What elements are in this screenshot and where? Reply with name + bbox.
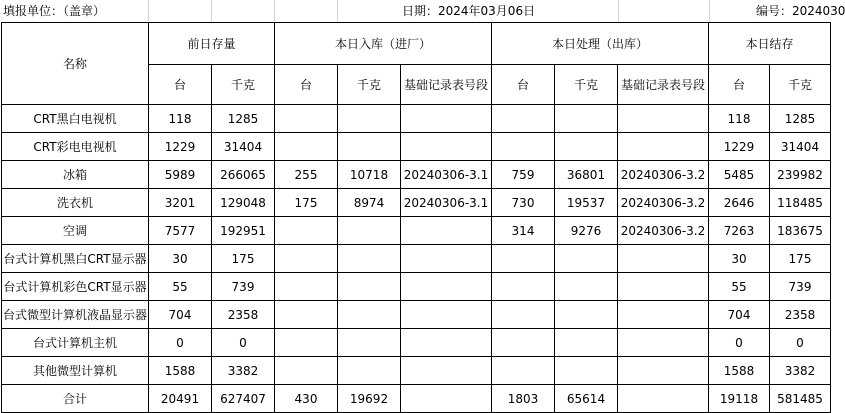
col-header-inbound: 本日入库（进厂）	[275, 23, 492, 65]
in-record-cell	[401, 329, 492, 357]
out-kg-cell: 9276	[555, 217, 618, 245]
total-row	[2, 385, 831, 413]
bal-kg-cell: 239982	[770, 161, 831, 189]
bal-kg-cell: 175	[770, 245, 831, 273]
report-header	[0, 0, 845, 23]
col-header-bal-kg: 千克	[770, 65, 831, 105]
out-record-cell	[618, 301, 709, 329]
table-row	[2, 245, 831, 273]
in-kg-cell	[338, 329, 401, 357]
out-units-cell: 730	[492, 189, 555, 217]
col-header-out-kg: 千克	[555, 65, 618, 105]
prev-kg-cell: 2358	[212, 301, 275, 329]
table-row	[2, 273, 831, 301]
prev-kg-cell: 0	[212, 329, 275, 357]
prev-units-cell: 118	[149, 105, 212, 133]
col-header-prev-stock: 前日存量	[149, 23, 275, 65]
in-units-cell: 430	[275, 385, 338, 413]
out-kg-cell	[555, 329, 618, 357]
prev-units-cell: 5989	[149, 161, 212, 189]
prev-kg-cell: 627407	[212, 385, 275, 413]
col-header-in-kg: 千克	[338, 65, 401, 105]
bal-units-cell: 55	[709, 273, 770, 301]
prev-kg-cell: 192951	[212, 217, 275, 245]
in-kg-cell	[338, 217, 401, 245]
bal-units-cell: 30	[709, 245, 770, 273]
item-name-cell: 其他微型计算机	[2, 357, 149, 385]
in-kg-cell	[338, 273, 401, 301]
item-name-cell: 洗衣机	[2, 189, 149, 217]
bal-units-cell: 19118	[709, 385, 770, 413]
header-row-groups	[2, 23, 831, 65]
col-header-prev-units: 台	[149, 65, 212, 105]
in-kg-cell: 8974	[338, 189, 401, 217]
out-kg-cell	[555, 357, 618, 385]
report-number-label: 编号：2024030	[756, 4, 845, 18]
bal-kg-cell: 739	[770, 273, 831, 301]
prev-units-cell: 20491	[149, 385, 212, 413]
item-name-cell: 合计	[2, 385, 149, 413]
in-units-cell: 255	[275, 161, 338, 189]
in-record-cell	[401, 385, 492, 413]
table-row	[2, 301, 831, 329]
out-units-cell	[492, 329, 555, 357]
bal-kg-cell: 0	[770, 329, 831, 357]
out-record-cell	[618, 105, 709, 133]
bal-kg-cell: 31404	[770, 133, 831, 161]
in-kg-cell	[338, 301, 401, 329]
table-row	[2, 189, 831, 217]
bal-units-cell: 704	[709, 301, 770, 329]
bal-kg-cell: 3382	[770, 357, 831, 385]
prev-kg-cell: 1285	[212, 105, 275, 133]
bal-units-cell: 5485	[709, 161, 770, 189]
out-units-cell	[492, 273, 555, 301]
prev-units-cell: 704	[149, 301, 212, 329]
reporting-unit-label: 填报单位：（盖章）	[3, 4, 106, 18]
out-record-cell: 20240306-3.2	[618, 161, 709, 189]
out-record-cell	[618, 357, 709, 385]
col-header-in-record: 基础记录表号段	[401, 65, 492, 105]
in-kg-cell	[338, 105, 401, 133]
in-kg-cell	[338, 357, 401, 385]
in-units-cell	[275, 329, 338, 357]
out-record-cell	[618, 329, 709, 357]
table-row	[2, 329, 831, 357]
bal-kg-cell: 1285	[770, 105, 831, 133]
in-record-cell	[401, 105, 492, 133]
prev-kg-cell: 3382	[212, 357, 275, 385]
prev-kg-cell: 175	[212, 245, 275, 273]
out-record-cell: 20240306-3.2	[618, 189, 709, 217]
in-units-cell	[275, 357, 338, 385]
prev-kg-cell: 739	[212, 273, 275, 301]
bal-units-cell: 1588	[709, 357, 770, 385]
out-kg-cell: 19537	[555, 189, 618, 217]
bal-units-cell: 7263	[709, 217, 770, 245]
prev-kg-cell: 266065	[212, 161, 275, 189]
in-kg-cell	[338, 133, 401, 161]
bal-kg-cell: 581485	[770, 385, 831, 413]
prev-units-cell: 30	[149, 245, 212, 273]
out-record-cell	[618, 273, 709, 301]
prev-units-cell: 3201	[149, 189, 212, 217]
item-name-cell: CRT彩电电视机	[2, 133, 149, 161]
item-name-cell: 台式计算机彩色CRT显示器	[2, 273, 149, 301]
out-kg-cell	[555, 133, 618, 161]
in-record-cell	[401, 217, 492, 245]
prev-units-cell: 0	[149, 329, 212, 357]
in-record-cell	[401, 357, 492, 385]
bal-kg-cell: 118485	[770, 189, 831, 217]
table-row	[2, 133, 831, 161]
in-kg-cell: 10718	[338, 161, 401, 189]
bal-units-cell: 2646	[709, 189, 770, 217]
in-record-cell	[401, 133, 492, 161]
in-units-cell	[275, 301, 338, 329]
table-row	[2, 105, 831, 133]
prev-units-cell: 55	[149, 273, 212, 301]
out-units-cell: 759	[492, 161, 555, 189]
in-kg-cell: 19692	[338, 385, 401, 413]
prev-kg-cell: 129048	[212, 189, 275, 217]
in-units-cell	[275, 273, 338, 301]
item-name-cell: 台式计算机主机	[2, 329, 149, 357]
out-units-cell	[492, 105, 555, 133]
prev-units-cell: 1229	[149, 133, 212, 161]
item-name-cell: 台式计算机黑白CRT显示器	[2, 245, 149, 273]
out-kg-cell	[555, 105, 618, 133]
col-header-in-units: 台	[275, 65, 338, 105]
item-name-cell: 空调	[2, 217, 149, 245]
cell-gridline	[148, 0, 149, 23]
out-units-cell: 314	[492, 217, 555, 245]
cell-gridline	[618, 0, 619, 23]
out-kg-cell	[555, 245, 618, 273]
col-header-balance: 本日结存	[709, 23, 831, 65]
item-name-cell: CRT黑白电视机	[2, 105, 149, 133]
in-record-cell: 20240306-3.1	[401, 189, 492, 217]
out-record-cell	[618, 385, 709, 413]
col-header-out-record: 基础记录表号段	[618, 65, 709, 105]
cell-gridline	[709, 0, 710, 23]
bal-kg-cell: 2358	[770, 301, 831, 329]
out-units-cell	[492, 357, 555, 385]
prev-units-cell: 7577	[149, 217, 212, 245]
out-record-cell	[618, 245, 709, 273]
table-row	[2, 217, 831, 245]
in-record-cell	[401, 273, 492, 301]
cell-gridline	[211, 0, 212, 23]
bal-units-cell: 118	[709, 105, 770, 133]
out-units-cell: 1803	[492, 385, 555, 413]
bal-units-cell: 0	[709, 329, 770, 357]
item-name-cell: 台式微型计算机液晶显示器	[2, 301, 149, 329]
in-units-cell	[275, 245, 338, 273]
in-record-cell	[401, 245, 492, 273]
cell-gridline	[274, 0, 275, 23]
in-kg-cell	[338, 245, 401, 273]
table-row	[2, 161, 831, 189]
out-kg-cell	[555, 273, 618, 301]
col-header-outbound: 本日处理（出库）	[492, 23, 709, 65]
bal-kg-cell: 183675	[770, 217, 831, 245]
col-header-bal-units: 台	[709, 65, 770, 105]
out-record-cell: 20240306-3.2	[618, 217, 709, 245]
in-units-cell	[275, 105, 338, 133]
out-kg-cell: 65614	[555, 385, 618, 413]
inventory-table	[1, 22, 831, 413]
col-header-prev-kg: 千克	[212, 65, 275, 105]
table-row	[2, 357, 831, 385]
out-record-cell	[618, 133, 709, 161]
col-header-name: 名称	[2, 23, 149, 105]
out-units-cell	[492, 301, 555, 329]
cell-gridline	[337, 0, 338, 23]
col-header-out-units: 台	[492, 65, 555, 105]
item-name-cell: 冰箱	[2, 161, 149, 189]
in-units-cell: 175	[275, 189, 338, 217]
out-units-cell	[492, 133, 555, 161]
bal-units-cell: 1229	[709, 133, 770, 161]
prev-kg-cell: 31404	[212, 133, 275, 161]
in-record-cell	[401, 301, 492, 329]
prev-units-cell: 1588	[149, 357, 212, 385]
out-kg-cell: 36801	[555, 161, 618, 189]
report-date-label: 日期：2024年03月06日	[402, 4, 536, 18]
out-units-cell	[492, 245, 555, 273]
in-record-cell: 20240306-3.1	[401, 161, 492, 189]
in-units-cell	[275, 217, 338, 245]
in-units-cell	[275, 133, 338, 161]
out-kg-cell	[555, 301, 618, 329]
